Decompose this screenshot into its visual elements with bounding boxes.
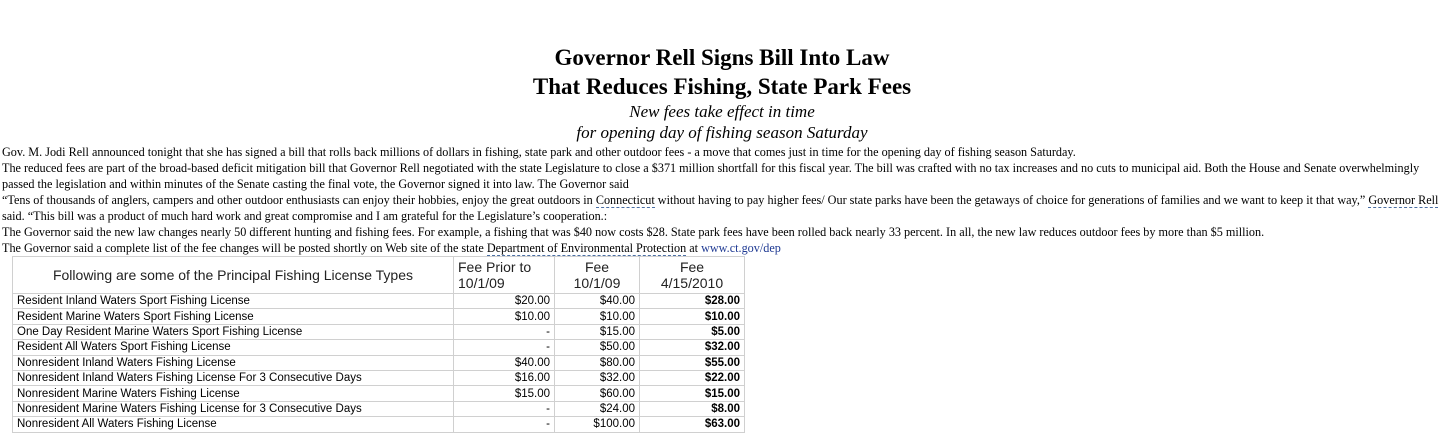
quote-text-c: said. “This bill was a product of much hard work and great compromise and I am grateful for the Legislature’s cooperation.: xyxy=(2,209,608,223)
article-body xyxy=(2,144,1442,256)
fee-apr: $28.00 xyxy=(640,294,745,309)
fee-prior: - xyxy=(454,401,555,416)
fee-oct: $32.00 xyxy=(555,370,640,385)
fee-oct: $15.00 xyxy=(555,324,640,339)
license-name: Nonresident Inland Waters Fishing License xyxy=(13,355,454,370)
license-name: Resident All Waters Sport Fishing License xyxy=(13,340,454,355)
fee-oct: $60.00 xyxy=(555,386,640,401)
table-row xyxy=(13,370,745,385)
fee-oct: $50.00 xyxy=(555,340,640,355)
connecticut-link[interactable]: Connecticut xyxy=(595,193,655,207)
fee-apr: $55.00 xyxy=(640,355,745,370)
col-fee-prior-header: Fee Prior to 10/1/09 xyxy=(454,257,555,294)
license-name: One Day Resident Marine Waters Sport Fishing License xyxy=(13,324,454,339)
table-row xyxy=(13,309,745,324)
fishing-license-fee-table xyxy=(12,256,745,433)
table-row xyxy=(13,401,745,416)
article-paragraph-1: Gov. M. Jodi Rell announced tonight that she has signed a bill that rolls back millions of dollars in fishing, state park and other outdoor fees - a move that comes just in time for the opening day of fishing season Saturday. xyxy=(2,145,1076,159)
fee-apr: $63.00 xyxy=(640,417,745,432)
fee-apr: $10.00 xyxy=(640,309,745,324)
governor-rell-link[interactable]: Governor Rell xyxy=(1368,193,1439,207)
col-fee-apr-header: Fee 4/15/2010 xyxy=(640,257,745,294)
article-paragraph-3 xyxy=(2,192,1442,224)
fee-prior: - xyxy=(454,417,555,432)
fee-prior: - xyxy=(454,324,555,339)
table-row xyxy=(13,294,745,309)
table-row xyxy=(13,355,745,370)
headline-line-2: That Reduces Fishing, State Park Fees xyxy=(532,74,912,99)
fee-apr: $32.00 xyxy=(640,340,745,355)
closing-text-b: at xyxy=(686,241,702,255)
article-paragraph-4: The Governor said the new law changes nearly 50 different hunting and fishing fees. For example, a fishing that was $40 now costs $28. State park fees have been rolled back nearly 33 percent. In all, the new law reduces outdoor fees by more than $5 million. xyxy=(2,225,1265,239)
fee-prior: $15.00 xyxy=(454,386,555,401)
fee-apr: $5.00 xyxy=(640,324,745,339)
license-name: Resident Marine Waters Sport Fishing License xyxy=(13,309,454,324)
fee-apr: $8.00 xyxy=(640,401,745,416)
license-name: Resident Inland Waters Sport Fishing License xyxy=(13,294,454,309)
fee-prior: $20.00 xyxy=(454,294,555,309)
quote-text-b: without having to pay higher fees/ Our state parks have been the getaways of choice for generations of families and we want to keep it that way,” xyxy=(654,193,1369,207)
license-name: Nonresident All Waters Fishing License xyxy=(13,417,454,432)
table-title: Following are some of the Principal Fishing License Types xyxy=(13,257,454,294)
closing-text-a: The Governor said a complete list of the fee changes will be posted shortly on Web site of the state xyxy=(2,241,487,255)
fee-oct: $24.00 xyxy=(555,401,640,416)
table-header-row xyxy=(13,257,745,294)
license-name: Nonresident Marine Waters Fishing License xyxy=(13,386,454,401)
fee-prior: - xyxy=(454,340,555,355)
subheadline-line-1: New fees take effect in time xyxy=(629,102,815,121)
headline-line-1: Governor Rell Signs Bill Into Law xyxy=(554,45,890,70)
fee-prior: $10.00 xyxy=(454,309,555,324)
table-row xyxy=(13,340,745,355)
quote-text-a: “Tens of thousands of anglers, campers and other outdoor enthusiasts can enjoy their hobbies, enjoy the great outdoors in xyxy=(2,193,596,207)
fee-apr: $15.00 xyxy=(640,386,745,401)
table-row xyxy=(13,324,745,339)
table-row xyxy=(13,417,745,432)
article-paragraph-2: The reduced fees are part of the broad-based deficit mitigation bill that Governor Rell negotiated with the state Legislature to close a $371 million shortfall for this fiscal year. The bill was crafted with no tax increases and no cuts to municipal aid. Both the House and Senate overwhelmingly passed the legislation and within minutes of the Senate casting the final vote, the Governor signed it into law. The Governor said xyxy=(2,161,1420,191)
col-fee-oct-header: Fee 10/1/09 xyxy=(555,257,640,294)
table-row xyxy=(13,386,745,401)
fee-prior: $16.00 xyxy=(454,370,555,385)
dep-url-link[interactable]: www.ct.gov/dep xyxy=(701,241,781,255)
license-name: Nonresident Marine Waters Fishing License for 3 Consecutive Days xyxy=(13,401,454,416)
dep-link[interactable]: Department of Environmental Protection xyxy=(486,241,687,255)
article-paragraph-5 xyxy=(2,240,1442,256)
fee-oct: $10.00 xyxy=(555,309,640,324)
fee-apr: $22.00 xyxy=(640,370,745,385)
fee-oct: $80.00 xyxy=(555,355,640,370)
fee-prior: $40.00 xyxy=(454,355,555,370)
fee-oct: $40.00 xyxy=(555,294,640,309)
subheadline-line-2: for opening day of fishing season Saturday xyxy=(576,123,868,142)
license-name: Nonresident Inland Waters Fishing License For 3 Consecutive Days xyxy=(13,370,454,385)
fee-oct: $100.00 xyxy=(555,417,640,432)
